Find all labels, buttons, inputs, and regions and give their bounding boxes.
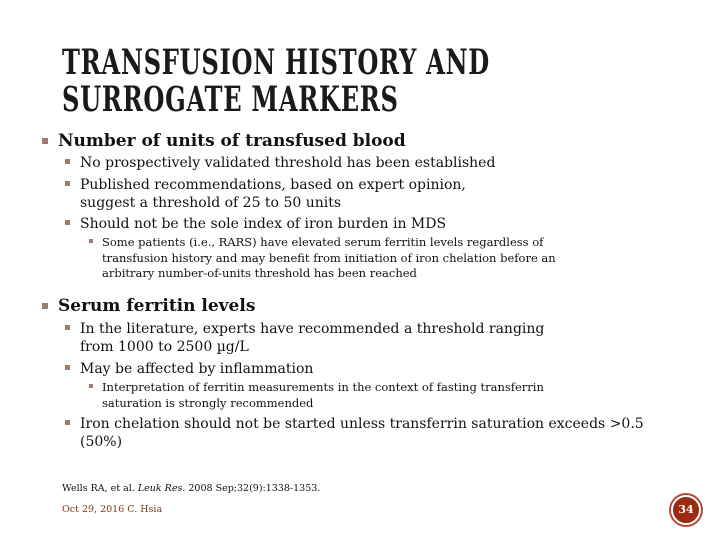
- bullet-icon: [89, 384, 93, 388]
- citation-journal: Leuk Res: [137, 483, 183, 494]
- bullet-icon: [65, 325, 70, 330]
- citation: [62, 483, 320, 494]
- bullet-text: Number of units of transfused blood: [58, 131, 406, 151]
- sub-bullet: [80, 415, 670, 451]
- slide-title: TRANSFUSION HISTORY AND SURROGATE MARKERS: [62, 42, 490, 120]
- sub-bullet: [80, 320, 570, 356]
- bullet-text: Should not be the sole index of iron burden in MDS: [80, 216, 447, 232]
- sub-bullet: [80, 215, 580, 233]
- bullet-icon: [42, 303, 48, 309]
- sub-bullet: [80, 176, 510, 212]
- bullet-text: Interpretation of ferritin measurements in the context of fasting transferrin saturation is strongly recommended: [102, 380, 544, 410]
- sub-sub-bullet: [102, 380, 592, 411]
- bullet-icon: [65, 420, 70, 425]
- citation-authors: Wells RA, et al.: [62, 483, 138, 494]
- bullet-icon: [65, 159, 70, 164]
- citation-details: . 2008 Sep;32(9):1338-1353.: [182, 483, 321, 494]
- bullet-text: No prospectively validated threshold has been established: [80, 155, 496, 171]
- sub-sub-bullet: [102, 235, 602, 282]
- footer-date-author: Oct 29, 2016 C. Hsia: [62, 504, 163, 515]
- bullet-icon: [42, 138, 48, 144]
- bullet-text: In the literature, experts have recommended a threshold ranging from 1000 to 2500 µg/L: [80, 321, 545, 355]
- bullet-serum-ferritin: [58, 296, 255, 316]
- bullet-text: Serum ferritin levels: [58, 296, 256, 316]
- bullet-text: May be affected by inflammation: [80, 361, 314, 377]
- bullet-icon: [65, 181, 70, 186]
- sub-bullet: [80, 360, 580, 378]
- page-number-badge: 34: [671, 495, 701, 525]
- bullet-icon: [89, 239, 93, 243]
- bullet-text: Published recommendations, based on expert opinion, suggest a threshold of 25 to 50 units: [80, 177, 466, 211]
- bullet-transfused-units: [58, 131, 406, 151]
- bullet-text: Iron chelation should not be started unless transferrin saturation exceeds >0.5 (50%): [80, 416, 644, 450]
- bullet-text: Some patients (i.e., RARS) have elevated serum ferritin levels regardless of transfusion history and may benefit from initiation of iron chelation before an arbitrary number-of-units threshold has been reached: [102, 235, 556, 280]
- bullet-icon: [65, 220, 70, 225]
- sub-bullet: [80, 154, 580, 172]
- bullet-icon: [65, 365, 70, 370]
